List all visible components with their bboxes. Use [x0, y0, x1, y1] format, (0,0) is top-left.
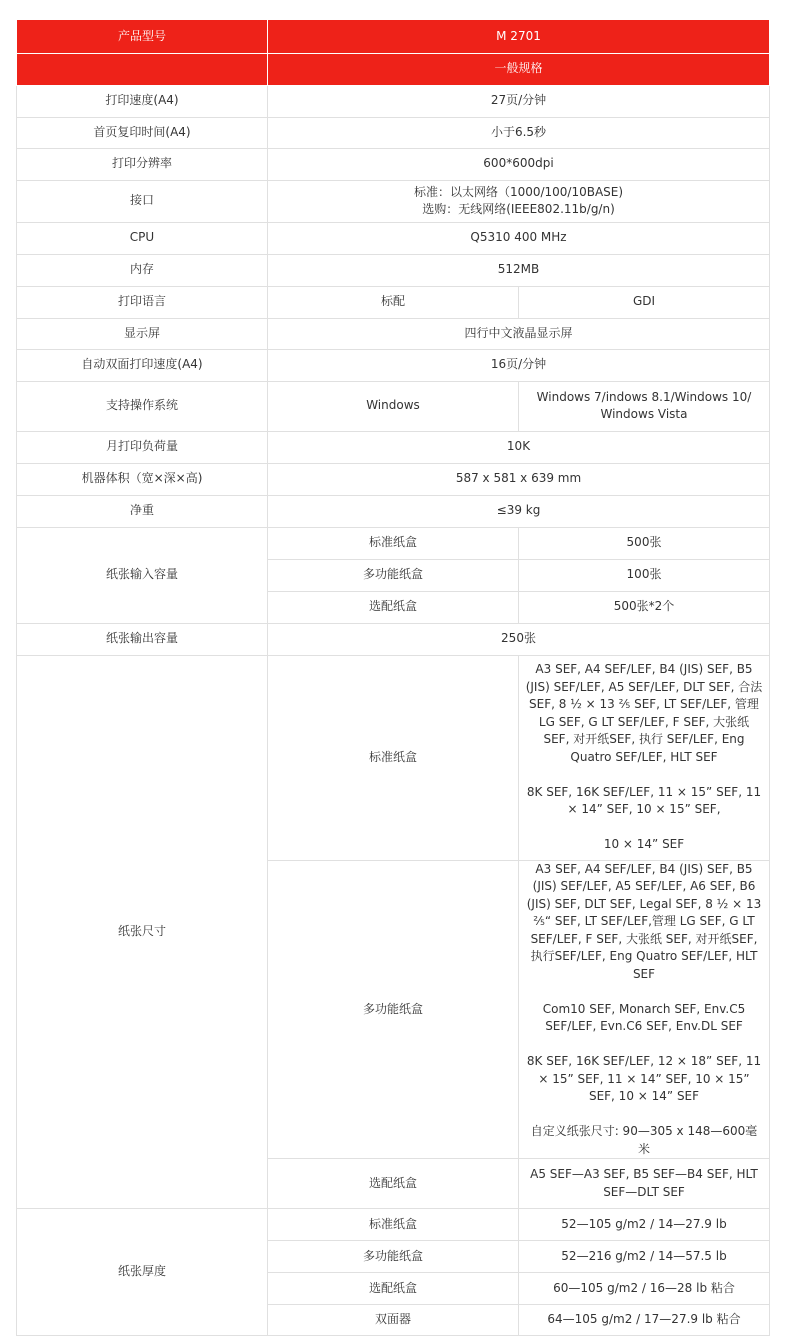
row-sub: Windows: [268, 381, 519, 431]
row-value: 587 x 581 x 639 mm: [268, 463, 770, 495]
row-value: 100张: [519, 559, 770, 591]
row-label: CPU: [17, 222, 268, 254]
row-value: 64—105 g/m2 / 17—27.9 lb 粘合: [519, 1305, 770, 1336]
row-label: 纸张厚度: [17, 1209, 268, 1336]
row-value: 52—216 g/m2 / 14—57.5 lb: [519, 1241, 770, 1273]
row-sub: 双面器: [268, 1305, 519, 1336]
table-row: [17, 148, 770, 180]
section-spacer: [17, 53, 268, 85]
row-value: 52—105 g/m2 / 14—27.9 lb: [519, 1209, 770, 1241]
row-value: A3 SEF, A4 SEF/LEF, B4 (JIS) SEF, B5 (JIS) SEF/LEF, A5 SEF/LEF, DLT SEF, 合法SEF, 8 ½ × 13 ⅖ SEF, LT SEF/LEF, 管理 LG SEF, G LT SEF/LEF, F SEF, 大张纸 SEF, 对开纸SEF, 执行 SEF/LEF, Eng Quatro SEF/LEF, HLT SEF 8K SEF, 16K SEF/LEF, 11 × 15” SEF, 11 × 14” SEF, 10 × 15” SEF, 10 × 14” SEF: [519, 655, 770, 860]
row-label: 接口: [17, 180, 268, 222]
section-label: 一般规格: [268, 53, 770, 85]
table-row: [17, 222, 770, 254]
row-value: 500张*2个: [519, 591, 770, 623]
row-value: GDI: [519, 286, 770, 318]
row-sub: 多功能纸盒: [268, 559, 519, 591]
row-value: A5 SEF—A3 SEF, B5 SEF—B4 SEF, HLT SEF—DLT SEF: [519, 1159, 770, 1209]
row-label: 自动双面打印速度(A4): [17, 349, 268, 381]
table-row: [17, 85, 770, 117]
row-label: 打印速度(A4): [17, 85, 268, 117]
spec-table: [16, 20, 770, 1336]
row-label: 打印分辨率: [17, 148, 268, 180]
table-row: [17, 381, 770, 431]
table-row: [17, 117, 770, 148]
table-row: [17, 623, 770, 655]
table-row: [17, 431, 770, 463]
table-row: [17, 318, 770, 349]
row-value: 10K: [268, 431, 770, 463]
row-label: 内存: [17, 254, 268, 286]
row-label: 净重: [17, 495, 268, 527]
row-value: 27页/分钟: [268, 85, 770, 117]
row-value: 600*600dpi: [268, 148, 770, 180]
row-label: 纸张输入容量: [17, 527, 268, 623]
row-sub: 选配纸盒: [268, 1273, 519, 1305]
row-value: 小于6.5秒: [268, 117, 770, 148]
row-label: 纸张输出容量: [17, 623, 268, 655]
row-label: 纸张尺寸: [17, 655, 268, 1209]
row-label: 支持操作系统: [17, 381, 268, 431]
table-row: [17, 655, 770, 860]
row-sub: 标配: [268, 286, 519, 318]
table-row: [17, 349, 770, 381]
row-sub: 选配纸盒: [268, 591, 519, 623]
table-row: [17, 254, 770, 286]
table-row: [17, 286, 770, 318]
row-value: 四行中文液晶显示屏: [268, 318, 770, 349]
row-label: 机器体积（宽×深×高): [17, 463, 268, 495]
row-sub: 多功能纸盒: [268, 1241, 519, 1273]
row-value: Windows 7/indows 8.1/Windows 10/ Windows Vista: [519, 381, 770, 431]
table-row: [17, 527, 770, 559]
row-sub: 标准纸盒: [268, 1209, 519, 1241]
row-label: 首页复印时间(A4): [17, 117, 268, 148]
row-value: 512MB: [268, 254, 770, 286]
table-row: [17, 495, 770, 527]
header-row: [17, 20, 770, 53]
table-row: [17, 1209, 770, 1241]
row-sub: 多功能纸盒: [268, 860, 519, 1159]
row-value: Q5310 400 MHz: [268, 222, 770, 254]
row-sub: 选配纸盒: [268, 1159, 519, 1209]
row-value: 60—105 g/m2 / 16—28 lb 粘合: [519, 1273, 770, 1305]
table-row: [17, 180, 770, 222]
row-value: 16页/分钟: [268, 349, 770, 381]
row-value: 标准：以太网络（1000/100/10BASE) 选购：无线网络(IEEE802.11b/g/n): [268, 180, 770, 222]
table-row: [17, 463, 770, 495]
header-model: M 2701: [268, 20, 770, 53]
header-label: 产品型号: [17, 20, 268, 53]
row-value: 250张: [268, 623, 770, 655]
row-label: 打印语言: [17, 286, 268, 318]
row-value: A3 SEF, A4 SEF/LEF, B4 (JIS) SEF, B5 (JIS) SEF/LEF, A5 SEF/LEF, A6 SEF, B6 (JIS) SEF, DLT SEF, Legal SEF, 8 ½ × 13 ⅖“ SEF, LT SEF/LEF,管理 LG SEF, G LT SEF/LEF, F SEF, 大张纸 SEF, 对开纸SEF, 执行SEF/LEF, Eng Quatro SEF/LEF, HLT SEF Com10 SEF, Monarch SEF, Env.C5 SEF/LEF, Evn.C6 SEF, Env.DL SEF 8K SEF, 16K SEF/LEF, 12 × 18” SEF, 11 × 15” SEF, 11 × 14” SEF, 10 × 15” SEF, 10 × 14” SEF 自定义纸张尺寸: 90—305 x 148—600毫米: [519, 860, 770, 1159]
row-label: 月打印负荷量: [17, 431, 268, 463]
row-label: 显示屏: [17, 318, 268, 349]
section-row: [17, 53, 770, 85]
row-value: 500张: [519, 527, 770, 559]
row-sub: 标准纸盒: [268, 527, 519, 559]
row-sub: 标准纸盒: [268, 655, 519, 860]
row-value: ≤39 kg: [268, 495, 770, 527]
